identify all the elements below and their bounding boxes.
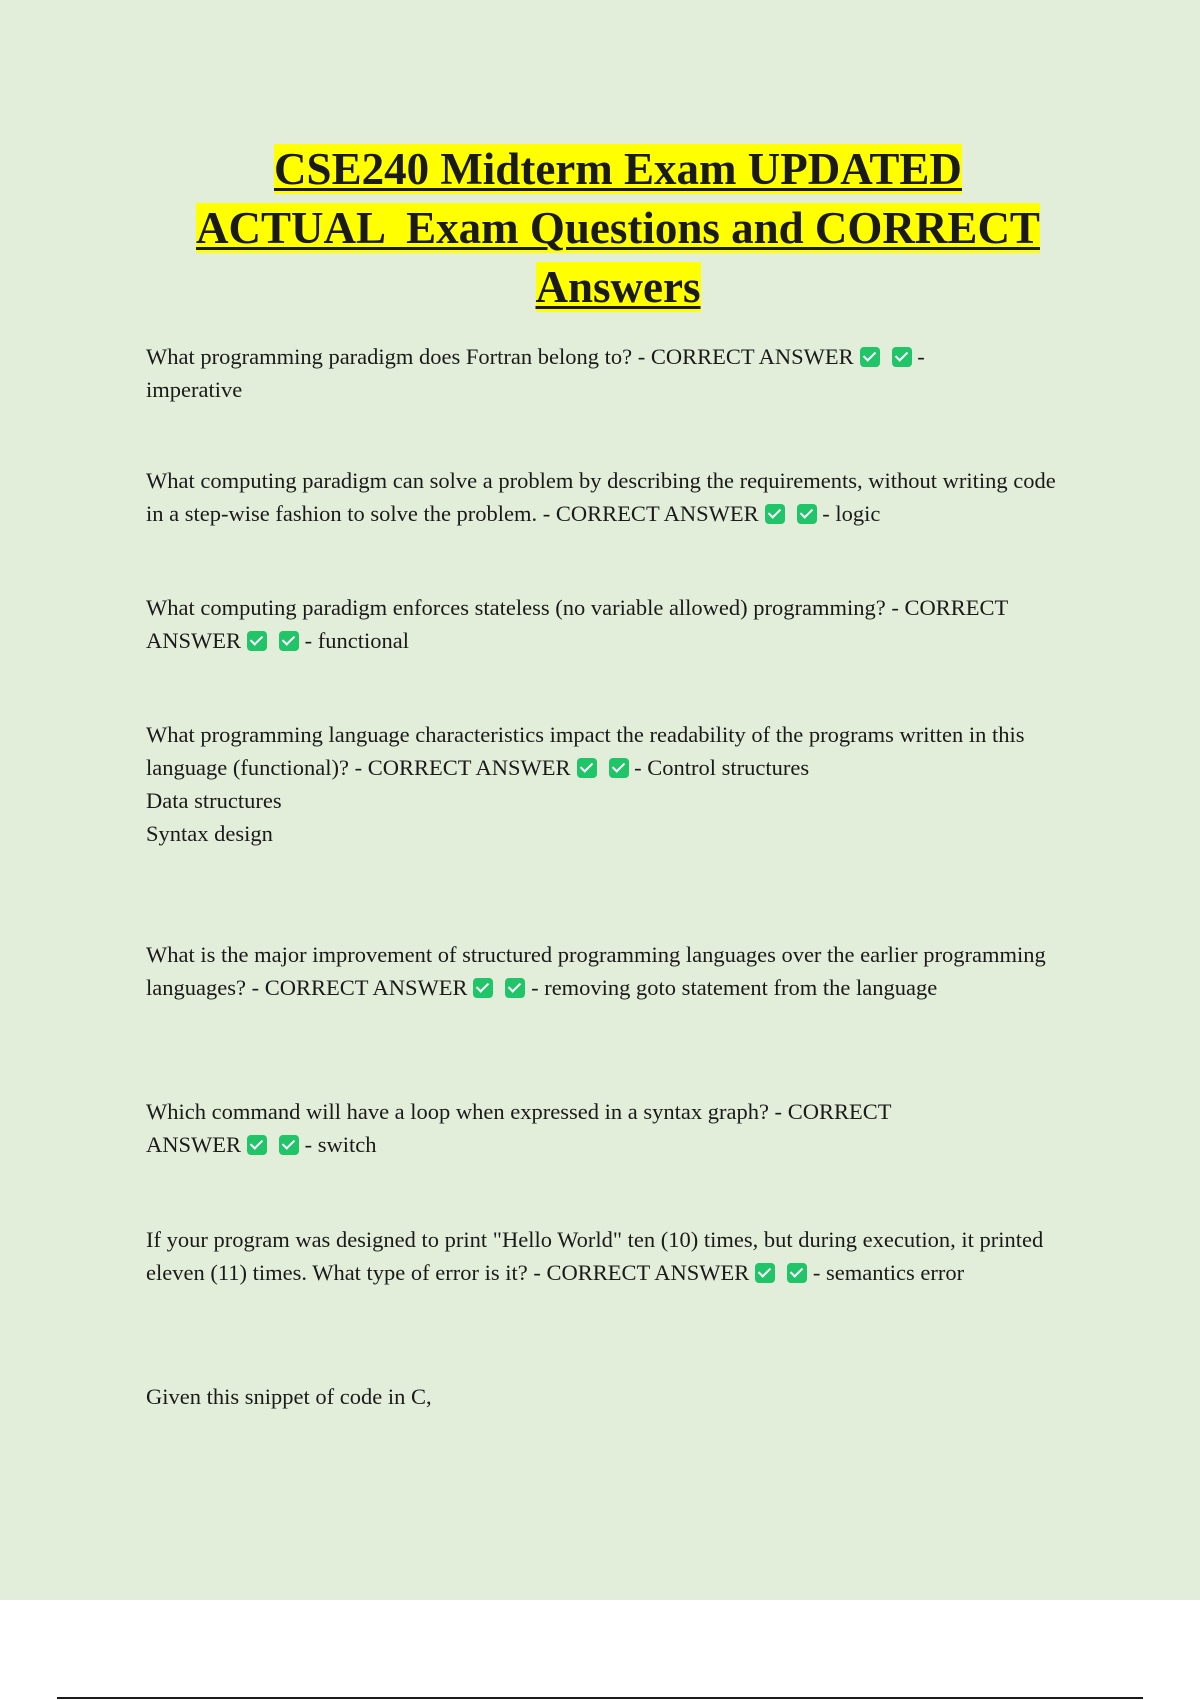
footer-divider — [57, 1697, 1143, 1699]
question-text: What programming paradigm does Fortran belong to? - — [146, 344, 651, 369]
answer-continuation: Data structures — [146, 788, 282, 813]
qa-item — [146, 591, 1076, 657]
check-mark-icon — [765, 504, 785, 524]
title-line-1: CSE240 Midterm Exam UPDATED — [274, 144, 962, 194]
check-mark-icon — [860, 347, 880, 367]
check-mark-icon — [787, 1263, 807, 1283]
check-mark-icon — [279, 1135, 299, 1155]
check-mark-icon — [279, 631, 299, 651]
title-line-2: ACTUAL Exam Questions and CORRECT — [196, 203, 1040, 253]
check-mark-icon — [755, 1263, 775, 1283]
qa-item — [146, 718, 1076, 850]
qa-item — [146, 1223, 1076, 1289]
check-mark-icon — [473, 978, 493, 998]
question-text: What computing paradigm enforces stateless (no variable allowed) programming? - — [146, 595, 905, 620]
qa-paragraph: If your program was designed to print "Hello World" ten (10) times, but during execution, it printed eleven (11) times. What type of error is it? - CORRECT ANSWER - semantics error — [146, 1227, 1044, 1285]
qa-item-trailing — [146, 1380, 432, 1413]
answer-marker: CORRECT ANSWER — [555, 501, 759, 526]
answer-text: removing goto statement from the language — [544, 975, 938, 1000]
check-mark-icon — [797, 504, 817, 524]
check-mark-icon — [892, 347, 912, 367]
answer-marker: CORRECT ANSWER — [146, 1099, 892, 1157]
qa-paragraph: What is the major improvement of structured programming languages over the earlier programming languages? - CORRECT ANSWER - removing goto statement from the language — [146, 942, 1046, 1000]
title-line-3: Answers — [535, 262, 701, 312]
answer-text: switch — [317, 1132, 377, 1157]
check-mark-icon — [247, 631, 267, 651]
answer-marker: CORRECT ANSWER — [146, 595, 1008, 653]
answer-text: logic — [835, 501, 881, 526]
qa-paragraph: What computing paradigm can solve a problem by describing the requirements, without writing code in a step-wise fashion to solve the problem. - CORRECT ANSWER - logic — [146, 468, 1056, 526]
answer-continuation: Syntax design — [146, 821, 273, 846]
check-mark-icon — [505, 978, 525, 998]
question-text: What is the major improvement of structured programming languages over the earlier programming languages? - — [146, 942, 1046, 1000]
qa-item — [146, 1095, 946, 1161]
qa-paragraph: What programming paradigm does Fortran belong to? - CORRECT ANSWER - imperative — [146, 344, 925, 402]
answer-text: imperative — [146, 377, 243, 402]
qa-paragraph: What programming language characteristics impact the readability of the programs written in this language (functional)? - CORRECT ANSWER - Control structures — [146, 722, 1025, 780]
check-mark-icon — [247, 1135, 267, 1155]
document-title — [140, 140, 1096, 317]
check-mark-icon — [577, 758, 597, 778]
qa-paragraph: What computing paradigm enforces stateless (no variable allowed) programming? - CORRECT ANSWER - functional — [146, 595, 1008, 653]
answer-marker: CORRECT ANSWER — [264, 975, 468, 1000]
qa-item — [146, 464, 1076, 530]
check-mark-icon — [609, 758, 629, 778]
question-text: What computing paradigm can solve a problem by describing the requirements, without writing code in a step-wise fashion to solve the problem. - — [146, 468, 1056, 526]
question-text: Which command will have a loop when expressed in a syntax graph? - — [146, 1099, 788, 1124]
qa-item — [146, 340, 926, 406]
answer-text: semantics error — [826, 1260, 965, 1285]
answer-marker: CORRECT ANSWER — [650, 344, 854, 369]
answer-marker: CORRECT ANSWER — [546, 1260, 750, 1285]
answer-text: Control structures — [647, 755, 810, 780]
qa-paragraph: Which command will have a loop when expressed in a syntax graph? - CORRECT ANSWER - switch — [146, 1099, 892, 1157]
answer-marker: CORRECT ANSWER — [367, 755, 571, 780]
qa-item — [146, 938, 1076, 1004]
trailing-text: Given this snippet of code in C, — [146, 1384, 432, 1409]
answer-text: functional — [317, 628, 409, 653]
question-text: If your program was designed to print "Hello World" ten (10) times, but during execution, it printed eleven (11) times. What type of error is it? - — [146, 1227, 1044, 1285]
question-text: What programming language characteristics impact the readability of the programs written in this language (functional)? - — [146, 722, 1025, 780]
